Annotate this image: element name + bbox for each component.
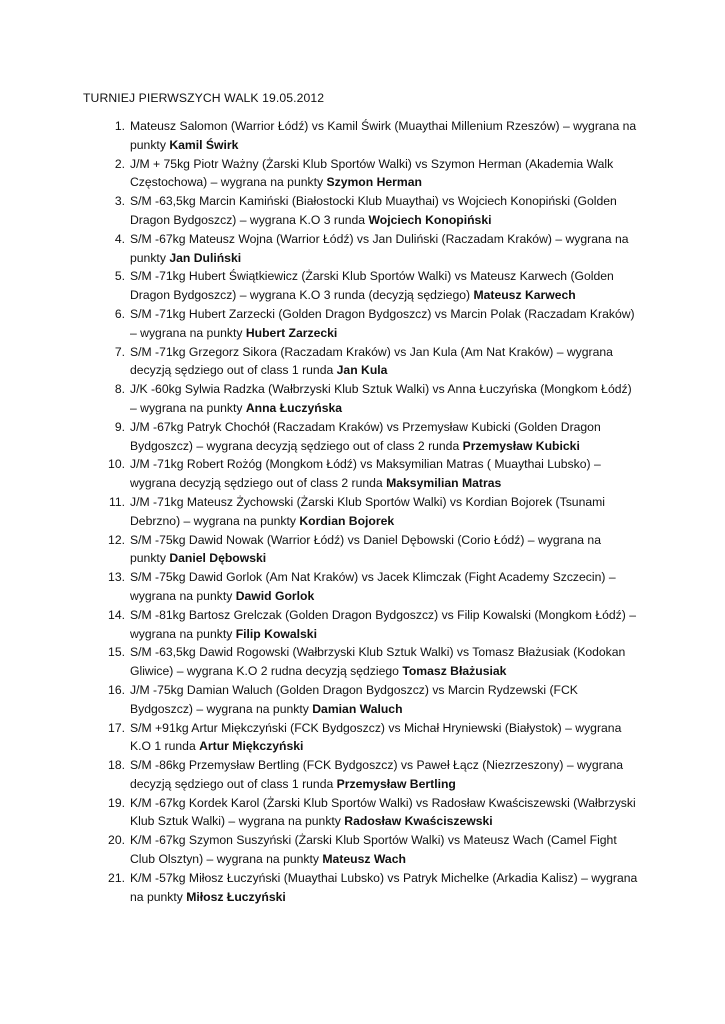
winner-name: Dawid Gorlok <box>235 588 315 603</box>
item-number: 11. <box>108 494 125 509</box>
item-number: 1. <box>114 119 125 133</box>
fight-summary: S/M -71kg Grzegorz Sikora (Raczadam Kraków) vs Jan Kula (Am Nat Kraków) – wygrana decyzją sędziego out of class 1 runda <box>130 344 613 378</box>
fight-summary: S/M -86kg Przemysław Bertling (FCK Bydgoszcz) vs Paweł Łącz (Niezrzeszony) – wygrana decyzją sędziego out of class 1 runda <box>130 758 624 791</box>
list-item <box>96 568 640 606</box>
fight-description <box>130 380 640 418</box>
list-item <box>96 267 640 305</box>
item-number: 14. <box>108 607 125 622</box>
fight-summary: J/M + 75kg Piotr Ważny (Żarski Klub Sportów Walki) vs Szymon Herman (Akademia Walk Częstochowa) – wygrana na punkty <box>130 156 614 190</box>
fight-summary: S/M -67kg Mateusz Wojna (Warrior Łódź) vs Jan Duliński (Raczadam Kraków) – wygrana na punkty <box>130 231 629 265</box>
item-number: 2. <box>114 156 125 171</box>
fight-summary: S/M -71kg Hubert Świątkiewicz (Żarski Klub Sportów Walki) vs Mateusz Karwech (Golden Dragon Bydgoszcz) – wygrana K.O 3 runda (decyzją sędziego) <box>130 269 614 303</box>
item-number: 16. <box>108 682 125 697</box>
winner-name: Mateusz Karwech <box>473 288 576 303</box>
fight-summary: S/M -71kg Hubert Zarzecki (Golden Dragon Bydgoszcz) vs Marcin Polak (Raczadam Kraków) – wygrana na punkty <box>130 306 635 340</box>
winner-name: Kamil Świrk <box>169 137 239 152</box>
fight-description <box>130 794 640 832</box>
item-number: 20. <box>108 833 125 848</box>
fight-description <box>130 117 640 155</box>
fight-summary: K/M -67kg Kordek Karol (Żarski Klub Sportów Walki) vs Radosław Kwaściszewski (Wałbrzyski Klub Sztuk Walki) – wygrana na punkty <box>130 795 636 829</box>
list-item <box>96 606 640 644</box>
fight-description <box>130 643 640 681</box>
list-item <box>96 493 640 531</box>
winner-name: Filip Kowalski <box>235 626 317 641</box>
fight-summary: S/M -75kg Dawid Nowak (Warrior Łódź) vs Daniel Dębowski (Corio Łódź) – wygrana na punkty <box>130 532 601 566</box>
item-number: 17. <box>108 720 125 735</box>
fight-summary: J/M -67kg Patryk Chochół (Raczadam Kraków) vs Przemysław Kubicki (Golden Dragon Bydgoszcz) – wygrana decyzją sędziego out of class 2 runda <box>130 419 601 453</box>
fight-summary: S/M -63,5kg Dawid Rogowski (Wałbrzyski Klub Sztuk Walki) vs Tomasz Błażusiak (Kodokan Gliwice) – wygrana K.O 2 rudna decyzją sędziego <box>130 645 626 679</box>
fight-description <box>130 831 640 869</box>
fight-summary: K/M -67kg Szymon Suszyński (Żarski Klub Sportów Walki) vs Mateusz Wach (Camel Fight Club Olsztyn) – wygrana na punkty <box>130 833 617 867</box>
fight-description <box>130 756 640 794</box>
item-number: 10. <box>108 457 125 472</box>
fight-description <box>130 155 640 193</box>
fight-summary: S/M -81kg Bartosz Grelczak (Golden Dragon Bydgoszcz) vs Filip Kowalski (Mongkom Łódź) – wygrana na punkty <box>130 607 636 641</box>
winner-name: Tomasz Błażusiak <box>402 664 507 679</box>
document-title: TURNIEJ PIERWSZYCH WALK 19.05.2012 <box>83 91 325 105</box>
list-item <box>96 305 640 343</box>
winner-name: Kordian Bojorek <box>299 513 395 528</box>
winner-name: Damian Waluch <box>312 701 403 716</box>
list-item <box>96 380 640 418</box>
fight-description <box>130 418 640 456</box>
item-number: 19. <box>108 795 125 810</box>
list-item <box>96 756 640 794</box>
fight-description <box>130 568 640 606</box>
list-item <box>96 117 640 155</box>
item-number: 6. <box>114 306 125 321</box>
winner-name: Przemysław Kubicki <box>462 438 580 453</box>
fight-description <box>130 719 640 757</box>
item-number: 3. <box>114 194 125 209</box>
list-item <box>96 455 640 493</box>
fight-description <box>130 192 640 230</box>
winner-name: Wojciech Konopiński <box>368 212 492 227</box>
fight-description <box>130 606 640 644</box>
winner-name: Mateusz Wach <box>322 852 406 867</box>
winner-name: Hubert Zarzecki <box>245 325 338 340</box>
fight-description <box>130 455 640 493</box>
winner-name: Anna Łuczyńska <box>245 400 343 415</box>
item-number: 15. <box>108 645 125 660</box>
fight-summary: S/M +91kg Artur Miękczyński (FCK Bydgoszcz) vs Michał Hryniewski (Białystok) – wygrana K.O 1 runda <box>130 720 622 754</box>
fight-description <box>130 493 640 531</box>
item-number: 7. <box>114 344 125 359</box>
list-item <box>96 192 640 230</box>
fight-results-list <box>96 117 640 906</box>
item-number: 12. <box>108 532 125 547</box>
fight-description <box>130 343 640 381</box>
fight-summary: S/M -75kg Dawid Gorlok (Am Nat Kraków) vs Jacek Klimczak (Fight Academy Szczecin) – wygrana na punkty <box>130 570 616 603</box>
fight-summary: J/K -60kg Sylwia Radzka (Wałbrzyski Klub Sztuk Walki) vs Anna Łuczyńska (Mongkom Łódź) – wygrana na punkty <box>130 382 632 415</box>
fight-description <box>130 681 640 719</box>
list-item <box>96 531 640 569</box>
list-item <box>96 831 640 869</box>
item-number: 9. <box>114 419 125 434</box>
winner-name: Przemysław Bertling <box>336 776 456 791</box>
winner-name: Daniel Dębowski <box>169 551 267 566</box>
fight-description <box>130 531 640 569</box>
fight-description <box>130 869 640 907</box>
item-number: 13. <box>108 570 125 585</box>
fight-summary: J/M -75kg Damian Waluch (Golden Dragon Bydgoszcz) vs Marcin Rydzewski (FCK Bydgoszcz) – wygrana na punkty <box>130 682 578 716</box>
winner-name: Artur Miękczyński <box>199 739 304 754</box>
list-item <box>96 794 640 832</box>
item-number: 5. <box>114 269 125 284</box>
winner-name: Radosław Kwaściszewski <box>344 814 493 829</box>
fight-summary: Mateusz Salomon (Warrior Łódź) vs Kamil Świrk (Muaythai Millenium Rzeszów) – wygrana na punkty <box>130 119 637 152</box>
fight-summary: J/M -71kg Robert Rożóg (Mongkom Łódź) vs Maksymilian Matras ( Muaythai Lubsko) – wygrana decyzją sędziego out of class 2 runda <box>130 457 601 491</box>
fight-description <box>130 305 640 343</box>
list-item <box>96 869 640 907</box>
fight-description <box>130 230 640 268</box>
fight-summary: J/M -71kg Mateusz Żychowski (Żarski Klub Sportów Walki) vs Kordian Bojorek (Tsunami Debrzno) – wygrana na punkty <box>130 494 606 528</box>
list-item <box>96 719 640 757</box>
fight-summary: K/M -57kg Miłosz Łuczyński (Muaythai Lubsko) vs Patryk Michelke (Arkadia Kalisz) – wygrana na punkty <box>130 870 638 904</box>
winner-name: Jan Duliński <box>169 250 242 265</box>
list-item <box>96 343 640 381</box>
item-number: 4. <box>114 231 125 246</box>
item-number: 8. <box>114 382 125 397</box>
list-item <box>96 681 640 719</box>
fight-summary: S/M -63,5kg Marcin Kamiński (Białostocki Klub Muaythai) vs Wojciech Konopiński (Golden Dragon Bydgoszcz) – wygrana K.O 3 runda <box>130 194 617 227</box>
winner-name: Miłosz Łuczyński <box>186 889 286 904</box>
winner-name: Maksymilian Matras <box>386 476 502 491</box>
list-item <box>96 155 640 193</box>
fight-description <box>130 267 640 305</box>
winner-name: Szymon Herman <box>326 175 422 190</box>
winner-name: Jan Kula <box>336 363 388 378</box>
list-item <box>96 418 640 456</box>
item-number: 18. <box>108 758 125 773</box>
list-item <box>96 230 640 268</box>
list-item <box>96 643 640 681</box>
item-number: 21. <box>108 870 125 885</box>
